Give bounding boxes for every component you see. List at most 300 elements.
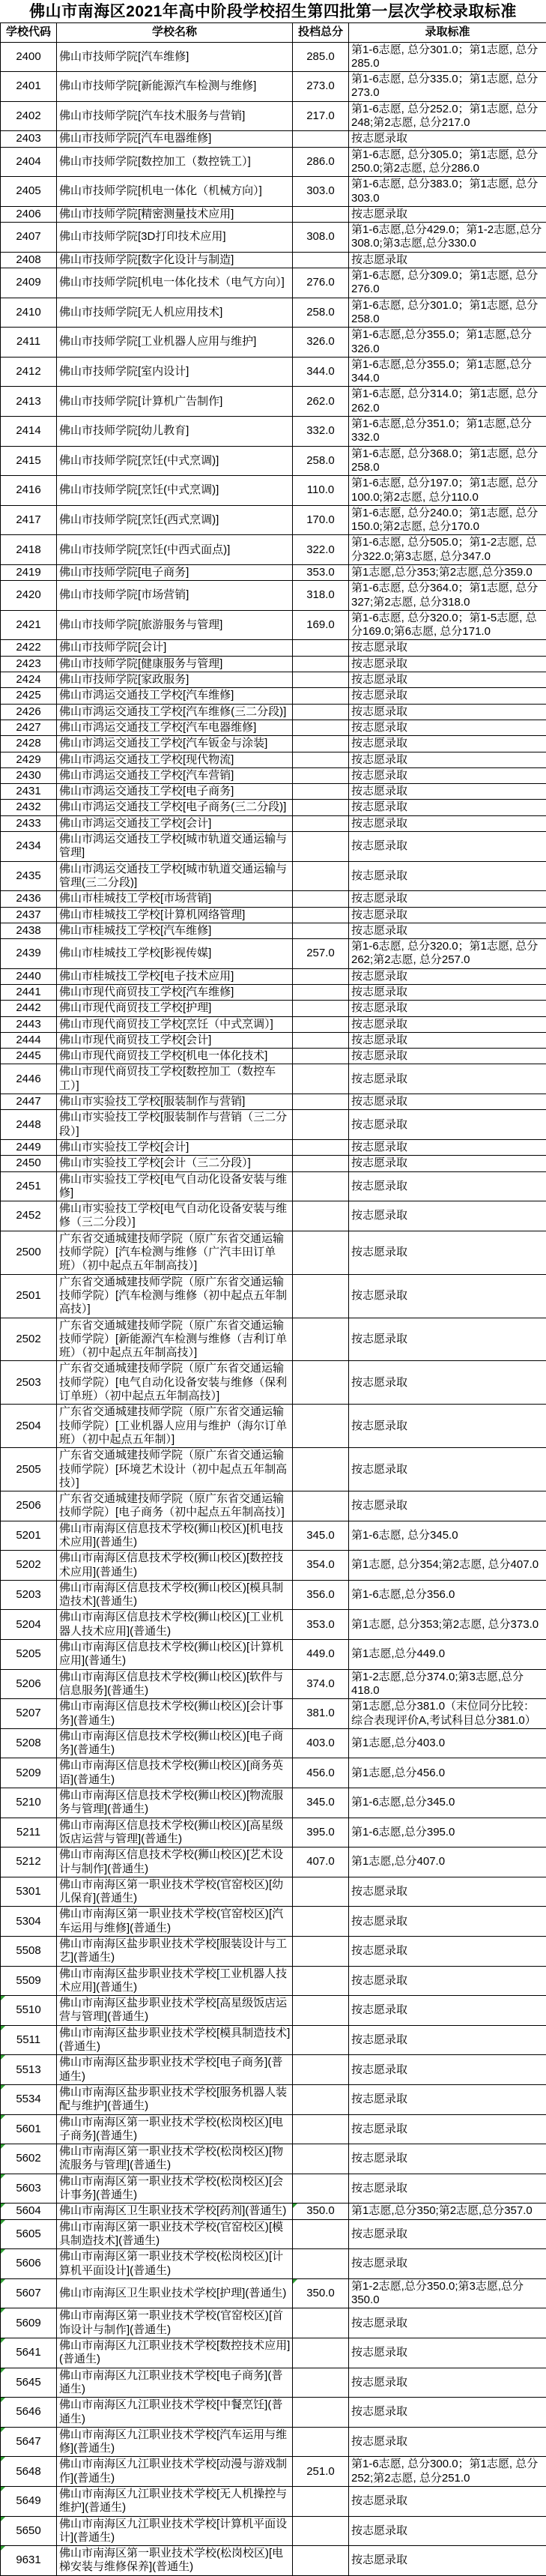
score-cell[interactable]: [293, 907, 349, 923]
school-code-cell[interactable]: 2447: [1, 1094, 57, 1110]
school-name-cell[interactable]: 佛山市桂城技工学校[汽车维修]: [57, 923, 293, 938]
standard-cell[interactable]: 第1-6志愿, 总分301.0；第1志愿, 总分285.0: [349, 42, 546, 72]
school-name-cell[interactable]: 佛山市现代商贸技工学校[烹饪（中式烹调）]: [57, 1016, 293, 1032]
standard-cell[interactable]: 第1-6志愿,总分351.0；第1志愿,总分332.0: [349, 417, 546, 447]
score-cell[interactable]: 449.0: [293, 1640, 349, 1670]
standard-cell[interactable]: 第1-6志愿, 总分305.0；第1志愿, 总分250.0;第2志愿, 总分286.0: [349, 147, 546, 177]
score-cell[interactable]: [293, 968, 349, 984]
standard-cell[interactable]: 第1-6志愿, 总分309.0；第1志愿, 总分276.0: [349, 268, 546, 298]
school-name-cell[interactable]: 佛山市鸿运交通技工学校[城市轨道交通运输与管理(三二分段)]: [57, 861, 293, 891]
standard-cell[interactable]: 按志愿录取: [349, 1049, 546, 1064]
score-cell[interactable]: 217.0: [293, 101, 349, 131]
standard-cell[interactable]: 第1-6志愿, 总分320.0；第1-5志愿, 总分169.0;第6志愿, 总分171.0: [349, 610, 546, 640]
score-cell[interactable]: [293, 2144, 349, 2174]
school-code-cell[interactable]: 2433: [1, 815, 57, 831]
school-name-cell[interactable]: 佛山市技师学院[工业机器人应用与维护]: [57, 328, 293, 358]
standard-cell[interactable]: 按志愿录取: [349, 784, 546, 800]
school-code-cell[interactable]: 2407: [1, 223, 57, 253]
standard-cell[interactable]: 按志愿录取: [349, 907, 546, 923]
score-cell[interactable]: [293, 1318, 349, 1361]
standard-cell[interactable]: 按志愿录取: [349, 2114, 546, 2144]
school-name-cell[interactable]: 佛山市鸿运交通技工学校[汽车电器维修]: [57, 720, 293, 735]
school-name-cell[interactable]: 佛山市桂城技工学校[电子技术应用]: [57, 968, 293, 984]
score-cell[interactable]: 350.0: [293, 2204, 349, 2219]
standard-cell[interactable]: 按志愿录取: [349, 2249, 546, 2279]
school-name-cell[interactable]: 佛山市技师学院[3D打印技术应用]: [57, 223, 293, 253]
score-cell[interactable]: 354.0: [293, 1551, 349, 1581]
standard-cell[interactable]: 按志愿录取: [349, 891, 546, 907]
score-cell[interactable]: 285.0: [293, 42, 349, 72]
standard-cell[interactable]: 第1-2志愿,总分350.0;第3志愿,总分350.0: [349, 2278, 546, 2308]
score-cell[interactable]: [293, 1064, 349, 1094]
score-cell[interactable]: 407.0: [293, 1847, 349, 1877]
school-code-cell[interactable]: 5647: [1, 2427, 57, 2457]
score-cell[interactable]: [293, 2486, 349, 2516]
standard-cell[interactable]: 按志愿录取: [349, 1907, 546, 1937]
school-code-cell[interactable]: 2415: [1, 446, 57, 476]
standard-cell[interactable]: 按志愿录取: [349, 923, 546, 938]
score-cell[interactable]: 257.0: [293, 939, 349, 969]
score-cell[interactable]: [293, 720, 349, 735]
school-code-cell[interactable]: 5206: [1, 1669, 57, 1699]
score-cell[interactable]: [293, 2427, 349, 2457]
school-name-cell[interactable]: 佛山市南海区信息技术学校(狮山校区)[电子商务](普通生): [57, 1728, 293, 1758]
school-name-cell[interactable]: 佛山市南海区信息技术学校(狮山校区)[工业机器人技术应用](普通生): [57, 1610, 293, 1640]
standard-cell[interactable]: 第1-6志愿, 总分300.0；第1志愿, 总分252;第2志愿, 总分251.0: [349, 2457, 546, 2487]
standard-cell[interactable]: 按志愿录取: [349, 2486, 546, 2516]
score-cell[interactable]: [293, 2546, 349, 2576]
school-name-cell[interactable]: 佛山市南海区盐步职业技术学校[电子商务](普通生): [57, 2055, 293, 2085]
school-code-cell[interactable]: 5607: [1, 2278, 57, 2308]
school-code-cell[interactable]: 2438: [1, 923, 57, 938]
school-code-cell[interactable]: 5641: [1, 2338, 57, 2368]
school-name-cell[interactable]: 佛山市南海区信息技术学校(狮山校区)[计算机应用](普通生): [57, 1640, 293, 1670]
school-name-cell[interactable]: 佛山市技师学院[会计]: [57, 640, 293, 656]
school-code-cell[interactable]: 2402: [1, 101, 57, 131]
score-cell[interactable]: 169.0: [293, 610, 349, 640]
standard-cell[interactable]: 按志愿录取: [349, 2368, 546, 2398]
score-cell[interactable]: [293, 2398, 349, 2428]
standard-cell[interactable]: 按志愿录取: [349, 832, 546, 862]
standard-cell[interactable]: 第1-6志愿, 总分505.0；第1-2志愿, 总分322.0;第3志愿, 总分347.0: [349, 535, 546, 565]
standard-cell[interactable]: 第1志愿,总分449.0: [349, 1640, 546, 1670]
standard-cell[interactable]: 按志愿录取: [349, 1491, 546, 1521]
score-cell[interactable]: 308.0: [293, 223, 349, 253]
standard-cell[interactable]: 按志愿录取: [349, 2084, 546, 2114]
standard-cell[interactable]: 按志愿录取: [349, 815, 546, 831]
score-cell[interactable]: [293, 1937, 349, 1967]
standard-cell[interactable]: 第1-6志愿, 总分368.0；第1志愿, 总分258.0: [349, 446, 546, 476]
score-cell[interactable]: [293, 656, 349, 672]
score-cell[interactable]: 350.0: [293, 2278, 349, 2308]
standard-cell[interactable]: 按志愿录取: [349, 968, 546, 984]
school-code-cell[interactable]: 5650: [1, 2516, 57, 2546]
school-code-cell[interactable]: 2408: [1, 252, 57, 268]
school-name-cell[interactable]: 佛山市技师学院[烹饪(中式烹调)]: [57, 446, 293, 476]
school-name-cell[interactable]: 佛山市技师学院[电子商务]: [57, 564, 293, 580]
school-code-cell[interactable]: 5649: [1, 2486, 57, 2516]
standard-cell[interactable]: 第1-6志愿, 总分240.0；第1志愿, 总分150.0;第2志愿, 总分170.0: [349, 505, 546, 535]
school-name-cell[interactable]: 佛山市实验技工学校[服装制作与营销（三二分段）]: [57, 1110, 293, 1140]
standard-cell[interactable]: 按志愿录取: [349, 800, 546, 815]
school-code-cell[interactable]: 5210: [1, 1788, 57, 1818]
school-name-cell[interactable]: 佛山市鸿运交通技工学校[汽车营销]: [57, 767, 293, 783]
standard-cell[interactable]: 按志愿录取: [349, 252, 546, 268]
school-code-cell[interactable]: 2418: [1, 535, 57, 565]
school-name-cell[interactable]: 佛山市技师学院[无人机应用技术]: [57, 298, 293, 328]
school-name-cell[interactable]: 佛山市实验技工学校[电气自动化设备安装与维修（三二分段）]: [57, 1201, 293, 1231]
school-code-cell[interactable]: 2431: [1, 784, 57, 800]
school-code-cell[interactable]: 2429: [1, 752, 57, 767]
school-code-cell[interactable]: 2420: [1, 581, 57, 611]
score-cell[interactable]: [293, 688, 349, 704]
score-cell[interactable]: [293, 800, 349, 815]
school-code-cell[interactable]: 2434: [1, 832, 57, 862]
standard-cell[interactable]: 按志愿录取: [349, 656, 546, 672]
standard-cell[interactable]: 第1-6志愿, 总分320.0；第1志愿, 总分262;第2志愿, 总分257.0: [349, 939, 546, 969]
standard-cell[interactable]: 第1-6志愿, 总分314.0；第1志愿, 总分262.0: [349, 387, 546, 417]
standard-cell[interactable]: 按志愿录取: [349, 2144, 546, 2174]
school-name-cell[interactable]: 佛山市桂城技工学校[计算机网络管理]: [57, 907, 293, 923]
score-cell[interactable]: [293, 891, 349, 907]
score-cell[interactable]: [293, 1907, 349, 1937]
school-code-cell[interactable]: 5304: [1, 1907, 57, 1937]
school-code-cell[interactable]: 2449: [1, 1139, 57, 1155]
score-cell[interactable]: [293, 1361, 349, 1405]
school-name-cell[interactable]: 佛山市南海区第一职业技术学校(松岗校区)[电梯安装与维修保养](普通生): [57, 2546, 293, 2576]
score-cell[interactable]: [293, 2055, 349, 2085]
standard-cell[interactable]: 按志愿录取: [349, 1318, 546, 1361]
school-name-cell[interactable]: 佛山市南海区九江职业技术学校[中餐烹饪](普通生): [57, 2398, 293, 2428]
school-name-cell[interactable]: 佛山市南海区第一职业技术学校(松岗校区)[会计事务](普通生): [57, 2174, 293, 2204]
school-code-cell[interactable]: 2423: [1, 656, 57, 672]
school-name-cell[interactable]: 佛山市现代商贸技工学校[护理]: [57, 1001, 293, 1016]
school-code-cell[interactable]: 2436: [1, 891, 57, 907]
school-code-cell[interactable]: 2411: [1, 328, 57, 358]
standard-cell[interactable]: 第1-2志愿,总分374.0;第3志愿,总分418.0: [349, 1669, 546, 1699]
standard-cell[interactable]: 按志愿录取: [349, 688, 546, 704]
school-name-cell[interactable]: 佛山市现代商贸技工学校[汽车维修]: [57, 985, 293, 1001]
school-code-cell[interactable]: 2441: [1, 985, 57, 1001]
score-cell[interactable]: [293, 1448, 349, 1491]
score-cell[interactable]: [293, 704, 349, 720]
score-cell[interactable]: 251.0: [293, 2457, 349, 2487]
school-name-cell[interactable]: 佛山市现代商贸技工学校[会计]: [57, 1032, 293, 1048]
score-cell[interactable]: 318.0: [293, 581, 349, 611]
school-code-cell[interactable]: 5646: [1, 2398, 57, 2428]
standard-cell[interactable]: 第1-6志愿,总分395.0: [349, 1818, 546, 1847]
school-name-cell[interactable]: 佛山市实验技工学校[会计]: [57, 1139, 293, 1155]
score-cell[interactable]: [293, 1231, 349, 1274]
score-cell[interactable]: 170.0: [293, 505, 349, 535]
school-name-cell[interactable]: 佛山市南海区盐步职业技术学校[服装设计与工艺](普通生): [57, 1937, 293, 1967]
school-name-cell[interactable]: 佛山市技师学院[幼儿教育]: [57, 417, 293, 447]
school-code-cell[interactable]: 5508: [1, 1937, 57, 1967]
school-name-cell[interactable]: 佛山市技师学院[精密测量技术应用]: [57, 206, 293, 222]
school-name-cell[interactable]: 佛山市现代商贸技工学校[数控加工（数控车工）]: [57, 1064, 293, 1094]
school-name-cell[interactable]: 广东省交通城建技师学院（原广东省交通运输技师学院）[电子商务（初中起点五年制高技）]: [57, 1491, 293, 1521]
standard-cell[interactable]: 按志愿录取: [349, 2308, 546, 2338]
school-code-cell[interactable]: 5645: [1, 2368, 57, 2398]
standard-cell[interactable]: 第1-6志愿, 总分364.0；第1志愿, 总分327;第2志愿, 总分318.0: [349, 581, 546, 611]
standard-cell[interactable]: 按志愿录取: [349, 640, 546, 656]
school-name-cell[interactable]: 佛山市南海区九江职业技术学校[无人机操控与维护](普通生): [57, 2486, 293, 2516]
school-name-cell[interactable]: 广东省交通城建技师学院（原广东省交通运输技师学院）[电气自动化设备安装与维修（保利订单班）（初中起点五年制高技）]: [57, 1361, 293, 1405]
school-code-cell[interactable]: 2442: [1, 1001, 57, 1016]
school-code-cell[interactable]: 2413: [1, 387, 57, 417]
score-cell[interactable]: [293, 2368, 349, 2398]
school-name-cell[interactable]: 广东省交通城建技师学院（原广东省交通运输技师学院）[工业机器人应用与维护（海尔订单班）（初中起点五年制）]: [57, 1405, 293, 1448]
school-code-cell[interactable]: 5601: [1, 2114, 57, 2144]
school-name-cell[interactable]: 佛山市技师学院[室内设计]: [57, 357, 293, 387]
school-name-cell[interactable]: 佛山市鸿运交通技工学校[汽车钣金与涂装]: [57, 736, 293, 752]
school-code-cell[interactable]: 2427: [1, 720, 57, 735]
standard-cell[interactable]: 按志愿录取: [349, 1110, 546, 1140]
school-name-cell[interactable]: 佛山市技师学院[计算机广告制作]: [57, 387, 293, 417]
school-name-cell[interactable]: 佛山市南海区盐步职业技术学校[工业机器人技术应用](普通生): [57, 1966, 293, 1996]
score-cell[interactable]: [293, 861, 349, 891]
score-cell[interactable]: [293, 1049, 349, 1064]
school-code-cell[interactable]: 2501: [1, 1274, 57, 1318]
school-name-cell[interactable]: 佛山市南海区信息技术学校(狮山校区)[商务英语](普通生): [57, 1758, 293, 1788]
school-name-cell[interactable]: 佛山市技师学院[烹饪(西式烹调)]: [57, 505, 293, 535]
school-code-cell[interactable]: 2500: [1, 1231, 57, 1274]
score-cell[interactable]: 395.0: [293, 1818, 349, 1847]
score-cell[interactable]: [293, 131, 349, 147]
school-name-cell[interactable]: 佛山市技师学院[汽车技术服务与营销]: [57, 101, 293, 131]
standard-cell[interactable]: 按志愿录取: [349, 1448, 546, 1491]
standard-cell[interactable]: 第1志愿,总分403.0: [349, 1728, 546, 1758]
score-cell[interactable]: 258.0: [293, 446, 349, 476]
school-code-cell[interactable]: 5648: [1, 2457, 57, 2487]
score-cell[interactable]: [293, 815, 349, 831]
school-name-cell[interactable]: 佛山市鸿运交通技工学校[电子商务(三二分段)]: [57, 800, 293, 815]
score-cell[interactable]: [293, 1201, 349, 1231]
standard-cell[interactable]: 按志愿录取: [349, 2174, 546, 2204]
school-code-cell[interactable]: 2504: [1, 1405, 57, 1448]
school-name-cell[interactable]: 佛山市南海区第一职业技术学校(松岗校区)[物流服务与管理](普通生): [57, 2144, 293, 2174]
school-name-cell[interactable]: 佛山市实验技工学校[服装制作与营销]: [57, 1094, 293, 1110]
school-code-cell[interactable]: 2439: [1, 939, 57, 969]
score-cell[interactable]: [293, 672, 349, 688]
standard-cell[interactable]: 第1志愿,总分456.0: [349, 1758, 546, 1788]
score-cell[interactable]: [293, 1094, 349, 1110]
standard-cell[interactable]: 第1志愿,总分407.0: [349, 1847, 546, 1877]
school-name-cell[interactable]: 佛山市南海区信息技术学校(狮山校区)[数控技术应用](普通生): [57, 1551, 293, 1581]
standard-cell[interactable]: 第1-6志愿, 总分345.0: [349, 1521, 546, 1551]
school-name-cell[interactable]: 佛山市技师学院[旅游服务与管理]: [57, 610, 293, 640]
standard-cell[interactable]: 按志愿录取: [349, 1937, 546, 1967]
score-cell[interactable]: [293, 1274, 349, 1318]
score-cell[interactable]: 326.0: [293, 328, 349, 358]
school-code-cell[interactable]: 9631: [1, 2546, 57, 2576]
school-code-cell[interactable]: 2417: [1, 505, 57, 535]
school-name-cell[interactable]: 佛山市技师学院[健康服务与管理]: [57, 656, 293, 672]
school-name-cell[interactable]: 佛山市技师学院[汽车电器维修]: [57, 131, 293, 147]
school-name-cell[interactable]: 佛山市南海区第一职业技术学校(松岗校区)[电子商务](普通生): [57, 2114, 293, 2144]
school-code-cell[interactable]: 5511: [1, 2025, 57, 2055]
school-name-cell[interactable]: 佛山市鸿运交通技工学校[电子商务]: [57, 784, 293, 800]
school-code-cell[interactable]: 5212: [1, 1847, 57, 1877]
score-cell[interactable]: 262.0: [293, 387, 349, 417]
standard-cell[interactable]: 按志愿录取: [349, 2219, 546, 2249]
standard-cell[interactable]: 按志愿录取: [349, 1139, 546, 1155]
score-cell[interactable]: 110.0: [293, 476, 349, 506]
school-code-cell[interactable]: 5534: [1, 2084, 57, 2114]
school-code-cell[interactable]: 2414: [1, 417, 57, 447]
school-code-cell[interactable]: 2452: [1, 1201, 57, 1231]
standard-cell[interactable]: 按志愿录取: [349, 2427, 546, 2457]
standard-cell[interactable]: 按志愿录取: [349, 2398, 546, 2428]
standard-cell[interactable]: 按志愿录取: [349, 861, 546, 891]
score-cell[interactable]: [293, 2114, 349, 2144]
standard-cell[interactable]: 按志愿录取: [349, 1996, 546, 2026]
standard-cell[interactable]: 第1志愿, 总分353;第2志愿, 总分373.0: [349, 1610, 546, 1640]
school-code-cell[interactable]: 2401: [1, 72, 57, 102]
standard-cell[interactable]: 按志愿录取: [349, 985, 546, 1001]
school-name-cell[interactable]: 佛山市南海区九江职业技术学校[汽车运用与维修](普通生): [57, 2427, 293, 2457]
school-name-cell[interactable]: 广东省交通城建技师学院（原广东省交通运输技师学院）[汽车检测与维修（广汽丰田订单班）（初中起点五年制高技）]: [57, 1231, 293, 1274]
standard-cell[interactable]: 第1-6志愿, 总分383.0；第1志愿, 总分303.0: [349, 177, 546, 207]
standard-cell[interactable]: 按志愿录取: [349, 2516, 546, 2546]
school-name-cell[interactable]: 佛山市南海区盐步职业技术学校[服务机器人装配与维护](普通生): [57, 2084, 293, 2114]
score-cell[interactable]: 345.0: [293, 1788, 349, 1818]
score-cell[interactable]: 403.0: [293, 1728, 349, 1758]
school-code-cell[interactable]: 2503: [1, 1361, 57, 1405]
school-code-cell[interactable]: 5604: [1, 2204, 57, 2219]
score-cell[interactable]: 344.0: [293, 357, 349, 387]
school-code-cell[interactable]: 2443: [1, 1016, 57, 1032]
standard-cell[interactable]: 按志愿录取: [349, 2055, 546, 2085]
standard-cell[interactable]: 第1-6志愿, 总分252.0；第1志愿, 总分248;第2志愿, 总分217.0: [349, 101, 546, 131]
school-code-cell[interactable]: 2425: [1, 688, 57, 704]
school-name-cell[interactable]: 佛山市南海区信息技术学校(狮山校区)[机电技术应用](普通生): [57, 1521, 293, 1551]
score-cell[interactable]: [293, 2025, 349, 2055]
score-cell[interactable]: [293, 2516, 349, 2546]
standard-cell[interactable]: 第1-6志愿, 总分197.0；第1志愿, 总分100.0;第2志愿, 总分110.0: [349, 476, 546, 506]
school-name-cell[interactable]: 佛山市南海区九江职业技术学校[电子商务](普通生): [57, 2368, 293, 2398]
score-cell[interactable]: [293, 1110, 349, 1140]
school-name-cell[interactable]: 佛山市实验技工学校[电气自动化设备安装与维修]: [57, 1171, 293, 1201]
standard-cell[interactable]: 按志愿录取: [349, 767, 546, 783]
school-code-cell[interactable]: 2416: [1, 476, 57, 506]
school-code-cell[interactable]: 2404: [1, 147, 57, 177]
school-name-cell[interactable]: 佛山市南海区信息技术学校(狮山校区)[软件与信息服务](普通生): [57, 1669, 293, 1699]
school-code-cell[interactable]: 2424: [1, 672, 57, 688]
school-code-cell[interactable]: 5208: [1, 1728, 57, 1758]
school-name-cell[interactable]: 佛山市鸿运交通技工学校[汽车维修(三二分段)]: [57, 704, 293, 720]
school-name-cell[interactable]: 佛山市技师学院[数控加工（数控铣工）]: [57, 147, 293, 177]
school-name-cell[interactable]: 广东省交通城建技师学院（原广东省交通运输技师学院）[新能源汽车检测与维修（吉利订单班）（初中起点五年制高技）]: [57, 1318, 293, 1361]
school-name-cell[interactable]: 佛山市南海区信息技术学校(狮山校区)[模具制造技术](普通生): [57, 1580, 293, 1610]
school-name-cell[interactable]: 佛山市南海区盐步职业技术学校[模具制造技术](普通生): [57, 2025, 293, 2055]
school-code-cell[interactable]: 5606: [1, 2249, 57, 2279]
score-cell[interactable]: [293, 252, 349, 268]
standard-cell[interactable]: 按志愿录取: [349, 1032, 546, 1048]
school-name-cell[interactable]: 佛山市鸿运交通技工学校[现代物流]: [57, 752, 293, 767]
score-cell[interactable]: 303.0: [293, 177, 349, 207]
school-name-cell[interactable]: 佛山市南海区盐步职业技术学校[高星级饭店运营与管理](普通生): [57, 1996, 293, 2026]
school-code-cell[interactable]: 2440: [1, 968, 57, 984]
score-cell[interactable]: [293, 767, 349, 783]
score-cell[interactable]: [293, 2308, 349, 2338]
school-name-cell[interactable]: 佛山市技师学院[新能源汽车检测与维修]: [57, 72, 293, 102]
school-code-cell[interactable]: 2422: [1, 640, 57, 656]
school-code-cell[interactable]: 2444: [1, 1032, 57, 1048]
school-code-cell[interactable]: 5205: [1, 1640, 57, 1670]
school-code-cell[interactable]: 2405: [1, 177, 57, 207]
standard-cell[interactable]: 第1-6志愿,总分355.0；第1志愿,总分344.0: [349, 357, 546, 387]
standard-cell[interactable]: 第1-6志愿,总分355.0；第1志愿,总分326.0: [349, 328, 546, 358]
score-cell[interactable]: [293, 2338, 349, 2368]
school-name-cell[interactable]: 佛山市南海区第一职业技术学校(官窑校区)[模具制造技术](普通生): [57, 2219, 293, 2249]
score-cell[interactable]: [293, 736, 349, 752]
school-name-cell[interactable]: 佛山市南海区九江职业技术学校[计算机平面设计](普通生): [57, 2516, 293, 2546]
score-cell[interactable]: [293, 1877, 349, 1907]
school-code-cell[interactable]: 2451: [1, 1171, 57, 1201]
score-cell[interactable]: 345.0: [293, 1521, 349, 1551]
standard-cell[interactable]: 按志愿录取: [349, 1001, 546, 1016]
standard-cell[interactable]: 按志愿录取: [349, 752, 546, 767]
school-code-cell[interactable]: 2445: [1, 1049, 57, 1064]
school-name-cell[interactable]: 佛山市南海区卫生职业技术学校[护理](普通生): [57, 2278, 293, 2308]
standard-cell[interactable]: 按志愿录取: [349, 1361, 546, 1405]
school-code-cell[interactable]: 2409: [1, 268, 57, 298]
score-cell[interactable]: 276.0: [293, 268, 349, 298]
standard-cell[interactable]: 第1志愿,总分350;第2志愿,总分357.0: [349, 2204, 546, 2219]
school-code-cell[interactable]: 5510: [1, 1996, 57, 2026]
standard-cell[interactable]: 第1志愿,总分353;第2志愿,总分359.0: [349, 564, 546, 580]
standard-cell[interactable]: 第1-6志愿, 总分301.0；第1志愿, 总分258.0: [349, 298, 546, 328]
school-code-cell[interactable]: 2505: [1, 1448, 57, 1491]
standard-cell[interactable]: 按志愿录取: [349, 1274, 546, 1318]
score-cell[interactable]: [293, 640, 349, 656]
school-code-cell[interactable]: 2448: [1, 1110, 57, 1140]
score-cell[interactable]: 356.0: [293, 1580, 349, 1610]
score-cell[interactable]: 381.0: [293, 1699, 349, 1729]
score-cell[interactable]: 374.0: [293, 1669, 349, 1699]
school-code-cell[interactable]: 2428: [1, 736, 57, 752]
score-cell[interactable]: [293, 2084, 349, 2114]
school-code-cell[interactable]: 5605: [1, 2219, 57, 2249]
standard-cell[interactable]: 按志愿录取: [349, 1156, 546, 1171]
school-name-cell[interactable]: 广东省交通城建技师学院（原广东省交通运输技师学院）[汽车检测与维修（初中起点五年制高技）]: [57, 1274, 293, 1318]
standard-cell[interactable]: 第1-6志愿,总分429.0；第1-2志愿,总分308.0;第3志愿,总分330.0: [349, 223, 546, 253]
standard-cell[interactable]: 第1志愿, 总分354;第2志愿, 总分407.0: [349, 1551, 546, 1581]
school-name-cell[interactable]: 佛山市实验技工学校[会计（三二分段）]: [57, 1156, 293, 1171]
school-name-cell[interactable]: 佛山市南海区信息技术学校(狮山校区)[物流服务与管理](普通生): [57, 1788, 293, 1818]
school-name-cell[interactable]: 佛山市南海区卫生职业技术学校[药剂](普通生): [57, 2204, 293, 2219]
score-cell[interactable]: [293, 784, 349, 800]
school-name-cell[interactable]: 佛山市南海区九江职业技术学校[数控技术应用](普通生): [57, 2338, 293, 2368]
school-name-cell[interactable]: 佛山市技师学院[数字化设计与制造]: [57, 252, 293, 268]
school-code-cell[interactable]: 5602: [1, 2144, 57, 2174]
school-code-cell[interactable]: 2419: [1, 564, 57, 580]
standard-cell[interactable]: 按志愿录取: [349, 2025, 546, 2055]
school-name-cell[interactable]: 佛山市南海区第一职业技术学校(官窑校区)[汽车运用与维修](普通生): [57, 1907, 293, 1937]
score-cell[interactable]: [293, 1032, 349, 1048]
school-code-cell[interactable]: 2506: [1, 1491, 57, 1521]
school-name-cell[interactable]: 佛山市鸿运交通技工学校[会计]: [57, 815, 293, 831]
score-cell[interactable]: [293, 1016, 349, 1032]
school-name-cell[interactable]: 佛山市技师学院[烹饪(中式烹调)]: [57, 476, 293, 506]
score-cell[interactable]: [293, 923, 349, 938]
school-code-cell[interactable]: 2406: [1, 206, 57, 222]
school-code-cell[interactable]: 2437: [1, 907, 57, 923]
score-cell[interactable]: [293, 2219, 349, 2249]
standard-cell[interactable]: 第1志愿,总分381.0（末位同分比较：综合表现评价A,考试科目总分381.0）: [349, 1699, 546, 1729]
standard-cell[interactable]: 第1-6志愿,总分345.0: [349, 1788, 546, 1818]
